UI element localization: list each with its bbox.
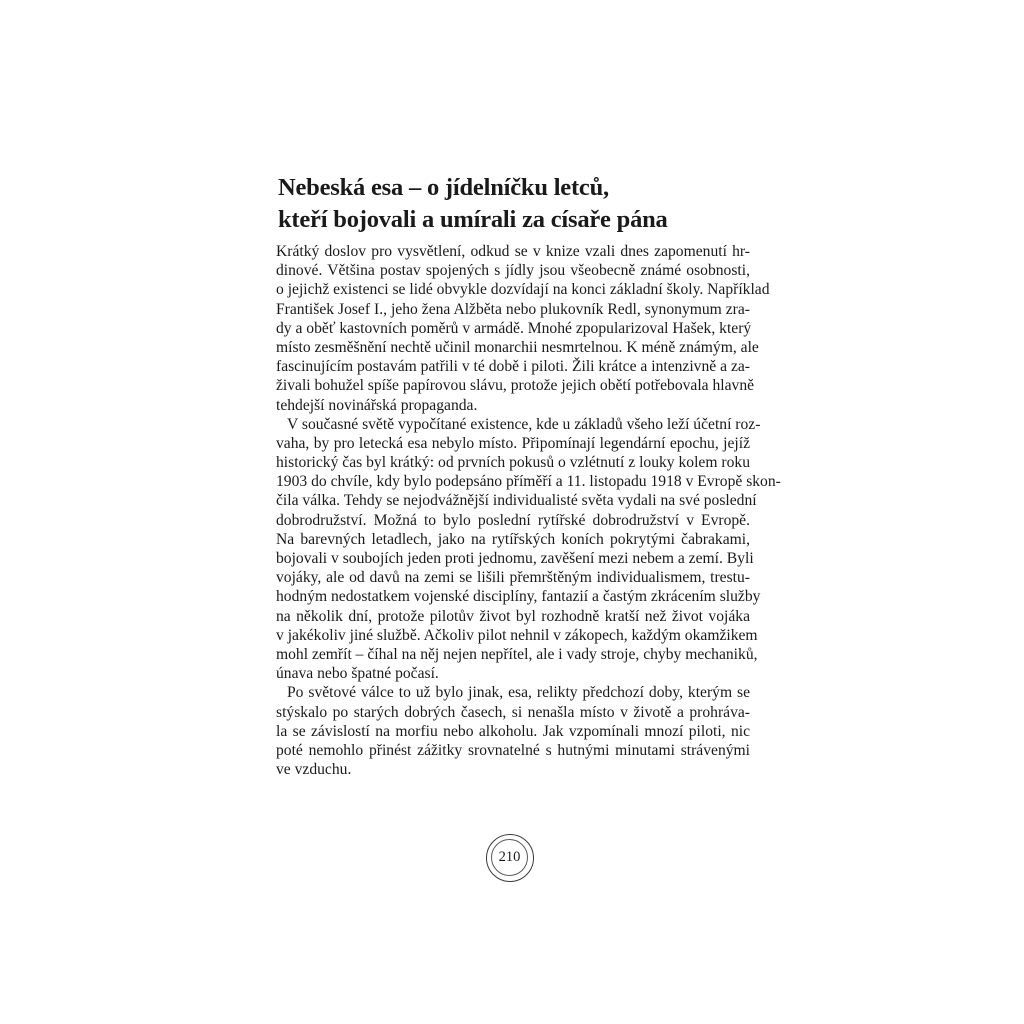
text-line: vojáky, ale od davů na zemi se lišili přemrštěným individualismem, trestu-: [276, 569, 750, 587]
text-line: mohl zemřít – číhal na něj nejen nepřítel, ale i vady stroje, chyby mechaniků,: [276, 645, 758, 663]
chapter-title-line-1: Nebeská esa – o jídelníčku letců,: [278, 174, 609, 201]
text-line: dy a oběť kastovních poměrů v armádě. Mnohé zpopularizoval Hašek, který: [276, 319, 752, 337]
text-line: bojovali v soubojích jeden proti jednomu, zavěšení mezi nebem a zemí. Byli: [276, 550, 754, 567]
chapter-title: [278, 172, 758, 236]
text-line: hodným nedostatkem vojenské disciplíny, fantazií a častým zkrácením služby: [276, 588, 761, 606]
text-line: stýskalo po starých dobrých časech, si nenašla místo v životě a prohráva-: [276, 703, 750, 721]
text-line: la se závislostí na morfiu nebo alkoholu. Jak vzpomínali mnozí piloti, nic: [276, 722, 750, 740]
text-line: František Josef I., jeho žena Alžběta nebo plukovník Redl, synonymum zra-: [276, 300, 750, 318]
text-line: Po světové válce to už bylo jinak, esa, relikty předchozí doby, kterým se: [287, 684, 750, 702]
text-line: dobrodružství. Možná to bylo poslední rytířské dobrodružství v Evropě.: [276, 511, 750, 529]
text-line: fascinujícím postavám patřili v té době i piloti. Žili krátce a intenzivně a za-: [276, 358, 750, 376]
text-line: V současné světě vypočítané existence, kde u základů všeho leží účetní roz-: [287, 415, 761, 433]
text-line: únava nebo špatné počasí.: [276, 665, 439, 683]
text-line: na několik dní, protože pilotův život byl rozhodně kratší než život vojáka: [276, 607, 750, 625]
text-line: poté nemohlo přinést zážitky srovnatelné s hutnými minutami strávenými: [276, 741, 750, 759]
page-number-badge: [486, 834, 534, 882]
text-line: 1903 do chvíle, kdy bylo podepsáno příměří a 11. listopadu 1918 v Evropě skon-: [276, 473, 781, 491]
paragraph: [276, 415, 781, 684]
text-line: Krátký doslov pro vysvětlení, odkud se v knize vzali dnes zapomenutí hr-: [276, 243, 750, 260]
text-line: vaha, by pro letecká esa nebylo místo. Připomínají legendární epochu, jejíž: [276, 434, 750, 452]
chapter-title-line-2: kteří bojovali a umírali za císaře pána: [278, 206, 668, 233]
page-number: 210: [491, 839, 528, 876]
text-line: o jejichž existenci se lidé obvykle dozvídají na konci základní školy. Například: [276, 281, 770, 299]
text-line: dinové. Většina postav spojených s jídly jsou všeobecně známé osobnosti,: [276, 262, 750, 280]
text-line: živali bohužel spíše papírovou slávu, protože jejich obětí potřebovala hlavně: [276, 377, 755, 395]
text-line: ve vzduchu.: [276, 761, 352, 779]
body-text: [276, 242, 781, 779]
paragraph: [276, 683, 750, 779]
text-line: historický čas byl krátký: od prvních pokusů o vzlétnutí z louky kolem roku: [276, 454, 750, 472]
text-line: čila válka. Tehdy se nejodvážnější individualisté světa vydali na své poslední: [276, 492, 757, 510]
paragraph: [276, 242, 770, 415]
text-line: Na barevných letadlech, jako na rytířských koních pokrytými čabrakami,: [276, 530, 750, 548]
text-line: tehdejší novinářská propaganda.: [276, 396, 478, 414]
text-line: místo zesměšnění nechtě učinil monarchii nesmrtelnou. K méně známým, ale: [276, 338, 759, 356]
text-line: v jakékoliv jiné službě. Ačkoliv pilot nehnil v zákopech, každým okamžikem: [276, 626, 758, 644]
